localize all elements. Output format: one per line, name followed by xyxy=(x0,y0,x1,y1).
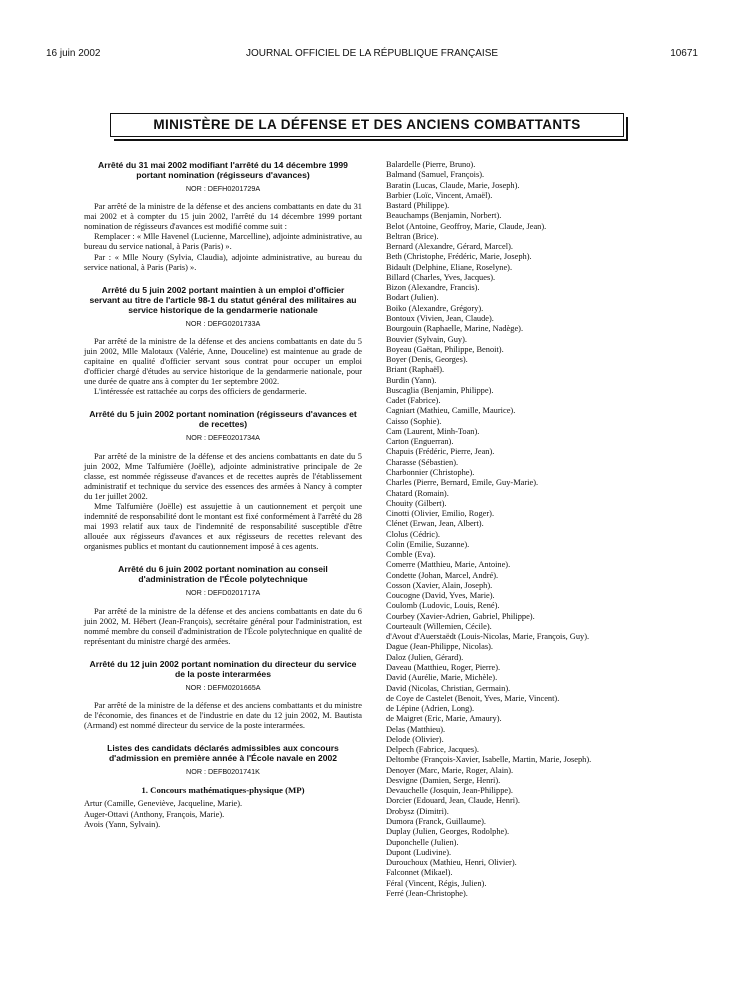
decree-paragraph: Par : « Mlle Noury (Sylvia, Claudia), adjointe administrative, au bureau du service national, à Paris (Paris) ». xyxy=(84,252,362,272)
candidate-name: Burdin (Yann). xyxy=(386,375,437,385)
candidate-name: Denoyer (Marc, Marie, Roger, Alain). xyxy=(386,765,514,775)
candidate-name: Coucogne (David, Yves, Marie). xyxy=(386,591,495,601)
candidate-name: de Lépine (Adrien, Long). xyxy=(386,704,475,714)
decree-paragraph: Par arrêté de la ministre de la défense et des anciens combattants en date du 6 juin 2002, M. Hébert (Jean-François), secrétaire général pour l'administration, est nommé membre du conseil d'administration de l'École polytechnique en qualité de représentant du ministre chargé des armées. xyxy=(84,606,362,646)
candidate-name: Daveau (Matthieu, Roger, Pierre). xyxy=(386,663,501,673)
candidate-name: Dague (Jean-Philippe, Nicolas). xyxy=(386,642,493,652)
candidate-name: Duplay (Julien, Georges, Rodolphe). xyxy=(386,827,510,837)
candidate-name: Colin (Emilie, Suzanne). xyxy=(386,539,470,549)
candidate-name: Boyer (Denis, Georges). xyxy=(386,355,468,365)
nor-reference: NOR : DEFG0201733A xyxy=(185,318,261,328)
candidate-name: Baratin (Lucas, Claude, Marie, Joseph). xyxy=(386,180,520,190)
lists-title: Listes des candidats déclarés admissibles aux concours d'admission en première année à l'École navale en 2002 xyxy=(107,743,339,764)
candidate-name: Buscaglia (Benjamin, Philippe). xyxy=(386,385,494,395)
nor-reference: NOR : DEFD0201717A xyxy=(185,588,261,598)
candidate-name: Charasse (Sébastien). xyxy=(386,457,459,467)
page-header xyxy=(46,48,698,62)
candidate-name: Charles (Pierre, Bernard, Emile, Guy-Marie). xyxy=(386,478,539,488)
candidate-name: Barbier (Loïc, Vincent, Amaël). xyxy=(386,190,493,200)
candidate-name: Chapuis (Frédéric, Pierre, Jean). xyxy=(386,447,495,457)
candidate-name: Bernard (Alexandre, Gérard, Marcel). xyxy=(386,242,513,252)
header-date: 16 juin 2002 xyxy=(46,48,101,59)
decree-paragraph: Mme Talfumière (Joëlle) est assujettie à un cautionnement et perçoit une indemnité de responsabilité dont le montant est fixé conformément à l'arrêté du 28 mai 1993 relatif aux taux de l'indemnité de responsabilité susceptible d'être allouée aux régisseurs d'avances et aux régisseurs de recettes relevant des organismes publics et montant du cautionnement imposé à ces agents. xyxy=(84,501,362,552)
left-column xyxy=(84,160,362,842)
candidate-name: Beltran (Brice). xyxy=(386,231,439,241)
candidate-name: David (Nicolas, Christian, Germain). xyxy=(386,683,511,693)
candidate-name: Billard (Charles, Yves, Jacques). xyxy=(386,272,496,282)
candidate-name: Comerre (Matthieu, Marie, Antoine). xyxy=(386,560,511,570)
decree-section xyxy=(84,160,362,273)
decree-paragraph: Par arrêté de la ministre de la défense et des anciens combattants en date du 5 juin 2002, Mme Talfumière (Joëlle), adjointe administrative principale de 2e classe, est nommée régisseuse d'avances et de recettes auprès de l'établissement administratif et technique du service des essences des armées à Nancy à compter du 1er juillet 2002. xyxy=(84,451,362,501)
candidate-name: Bodart (Julien). xyxy=(386,293,439,303)
candidate-name: David (Aurélie, Marie, Michèle). xyxy=(386,673,498,683)
candidate-name: Comble (Eva). xyxy=(386,550,436,560)
candidate-name: Delode (Olivier). xyxy=(386,734,444,744)
candidate-name: Deltombe (François-Xavier, Isabelle, Martin, Marie, Joseph). xyxy=(386,755,592,765)
candidate-name: Cagniart (Mathieu, Camille, Maurice). xyxy=(386,406,516,416)
decree-title: Arrêté du 6 juin 2002 portant nomination au conseil d'administration de l'École polytechnique xyxy=(118,564,328,585)
candidate-name: Cinotti (Olivier, Emilio, Roger). xyxy=(386,509,495,519)
candidate-name: Caisso (Sophie). xyxy=(386,416,442,426)
header-journal-title: JOURNAL OFFICIEL DE LA RÉPUBLIQUE FRANÇAISE xyxy=(245,48,499,59)
decree-paragraph: Par arrêté de la ministre de la défense et des anciens combattants et du ministre de l'économie, des finances et de l'industrie en date du 12 juin 2002, M. Bautista (Armand) est nommé directeur du service de la poste interarmées. xyxy=(84,701,362,731)
candidate-name: Boiko (Alexandre, Grégory). xyxy=(386,303,484,313)
candidate-name: de Coye de Castelet (Benoit, Yves, Marie, Vincent). xyxy=(386,693,560,703)
candidate-name: Briant (Raphaël). xyxy=(386,365,445,375)
candidate-name: Desvigne (Damien, Serge, Henri). xyxy=(386,775,501,785)
nor-reference: NOR : DEFM0201665A xyxy=(185,682,261,692)
ministry-title-box xyxy=(110,113,624,137)
candidate-name: Bouvier (Sylvain, Guy). xyxy=(386,334,467,344)
candidate-name: Chatard (Romain). xyxy=(386,488,449,498)
candidate-name: Coulomb (Ludovic, Louis, René). xyxy=(386,601,500,611)
candidate-name: de Maigret (Eric, Marie, Amaury). xyxy=(386,714,502,724)
candidate-name: Dumora (Franck, Guillaume). xyxy=(386,817,487,826)
decree-paragraph: Remplacer : « Mlle Havenel (Lucienne, Marcelline), adjointe administrative, au bureau du service national, à Paris (Paris) ». xyxy=(84,232,362,252)
candidate-name: Bizon (Alexandre, Francis). xyxy=(386,283,480,293)
candidate-name: Chouity (Gilbert). xyxy=(386,498,447,508)
candidate-name: Balardelle (Pierre, Bruno). xyxy=(386,160,476,169)
candidate-name: Delas (Matthieu). xyxy=(386,724,446,734)
nor-reference: NOR : DEFH0201729A xyxy=(185,184,261,193)
decree-paragraph: Par arrêté de la ministre de la défense et des anciens combattants en date du 31 mai 2002 et à compter du 15 juin 2002, l'arrêté du 14 décembre 1999 portant nomination de régisseurs d'avances est modifié comme suit : xyxy=(84,202,362,232)
nor-reference: NOR : DEFB0201741K xyxy=(186,767,260,777)
right-column xyxy=(386,160,716,899)
candidate-name: Durouchoux (Mathieu, Henri, Olivier). xyxy=(386,858,517,868)
decree-paragraph: Par arrêté de la ministre de la défense et des anciens combattants en date du 5 juin 2002, Mlle Malotaux (Valérie, Anne, Douceline) est maintenue au grade de capitaine en qualité d'officier servant sous contrat pour occuper un emploi d'officier chargé d'études au service historique de la gendarmerie nationale, pour une durée de quatre ans à compter du 1er septembre 2002. xyxy=(84,336,362,387)
candidate-name: Courteault (Willemien, Cécile). xyxy=(386,621,492,631)
candidate-name: Condette (Johan, Marcel, André). xyxy=(386,570,499,580)
candidate-name: Devauchelle (Josquin, Jean-Philippe). xyxy=(386,786,513,796)
candidate-name: Balmand (Samuel, François). xyxy=(386,170,485,180)
candidate-name: Falconnet (Mikael). xyxy=(386,868,453,878)
candidate-name: Boyeau (Gaëtan, Philippe, Benoit). xyxy=(386,344,504,354)
candidate-name: Artur (Camille, Geneviève, Jacqueline, Marie). xyxy=(84,799,243,809)
candidate-name: Dorcier (Edouard, Jean, Claude, Henri). xyxy=(386,796,520,806)
candidate-name: Féral (Vincent, Régis, Julien). xyxy=(386,878,487,888)
candidate-name: Belot (Antoine, Geoffroy, Marie, Claude, Jean). xyxy=(386,221,547,231)
candidate-name: Ferré (Jean-Christophe). xyxy=(386,888,468,898)
candidate-name: d'Avout d'Auerstaëdt (Louis-Nicolas, Marie, François, Guy). xyxy=(386,632,590,642)
candidate-name: Cam (Laurent, Minh-Toan). xyxy=(386,426,480,436)
candidate-name: Cadet (Fabrice). xyxy=(386,396,441,406)
candidate-name: Delpech (Fabrice, Jacques). xyxy=(386,745,480,755)
candidate-name: Daloz (Julien, Gérard). xyxy=(386,652,464,662)
decree-title: Arrêté du 5 juin 2002 portant maintien à un emploi d'officier servant au titre de l'article 98-1 du statut général des militaires au service historique de la gendarmerie nationale xyxy=(89,284,357,315)
candidate-name: Avois (Yann, Sylvain). xyxy=(84,819,161,829)
candidate-name: Carton (Enguerran). xyxy=(386,437,454,447)
candidate-name: Bourgouin (Raphaelle, Marine, Nadège). xyxy=(386,324,524,334)
candidate-name: Bontoux (Vivien, Jean, Claude). xyxy=(386,313,494,323)
candidate-name: Clolus (Cédric). xyxy=(386,529,440,539)
decree-title: Arrêté du 5 juin 2002 portant nomination (régisseurs d'avances et de recettes) xyxy=(89,409,357,430)
decree-title: Arrêté du 31 mai 2002 modifiant l'arrêté du 14 décembre 1999 portant nomination (régisseurs d'avances) xyxy=(98,160,348,180)
competition-subtitle: 1. Concours mathématiques-physique (MP) xyxy=(141,785,305,796)
candidate-name: Clénet (Erwan, Jean, Albert). xyxy=(386,519,484,529)
decree-section xyxy=(84,564,362,646)
decree-section xyxy=(84,285,362,398)
header-page-number: 10671 xyxy=(670,48,698,59)
decree-section xyxy=(84,659,362,731)
decree-title: Arrêté du 12 juin 2002 portant nomination du directeur du service de la poste interarmées xyxy=(89,658,357,679)
candidate-name: Drobysz (Dimitri). xyxy=(386,806,449,816)
candidate-name: Auger-Ottavi (Anthony, François, Marie). xyxy=(84,809,225,819)
candidate-name: Duponchelle (Julien). xyxy=(386,837,459,847)
nor-reference: NOR : DEFE0201734A xyxy=(186,433,260,443)
decree-section xyxy=(84,409,362,552)
candidate-name: Beauchamps (Benjamin, Norbert). xyxy=(386,211,502,221)
candidate-name: Bastard (Philippe). xyxy=(386,201,450,211)
ministry-title: MINISTÈRE DE LA DÉFENSE ET DES ANCIENS COMBATTANTS xyxy=(153,117,581,132)
candidate-name: Charbonnier (Christophe). xyxy=(386,467,475,477)
candidate-name: Bidault (Delphine, Eliane, Roselyne). xyxy=(386,262,513,272)
candidate-name: Cosson (Xavier, Alain, Joseph). xyxy=(386,580,493,590)
candidate-lists-section xyxy=(84,743,362,829)
candidate-name: Beth (Christophe, Frédéric, Marie, Joseph). xyxy=(386,252,532,262)
candidate-name: Courbey (Xavier-Adrien, Gabriel, Philippe). xyxy=(386,611,535,621)
candidate-name: Dupont (Ludivine). xyxy=(386,847,452,857)
decree-paragraph: L'intéressée est rattachée au corps des officiers de gendarmerie. xyxy=(94,387,307,397)
